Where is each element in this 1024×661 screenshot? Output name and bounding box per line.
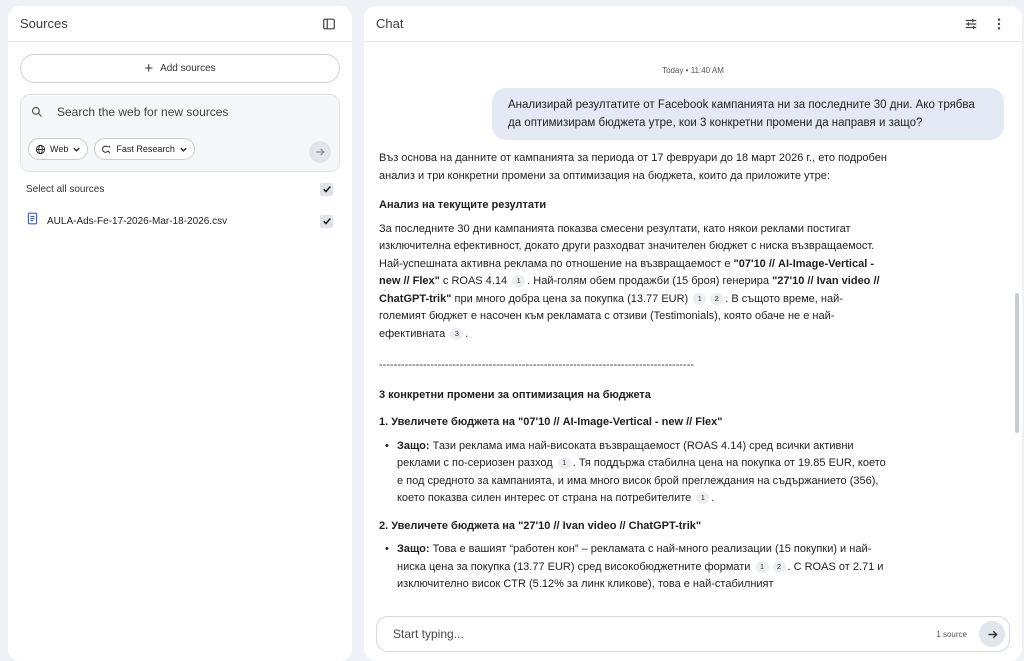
why-label: Защо:	[397, 439, 430, 452]
add-sources-label: Add sources	[160, 63, 216, 74]
plus-icon: +	[144, 60, 154, 77]
chat-scrollbar[interactable]	[1015, 293, 1019, 433]
citation-chip[interactable]: 1	[756, 561, 769, 573]
citation-chip[interactable]: 1	[558, 457, 571, 469]
source-checkbox[interactable]	[320, 215, 333, 228]
change-2-heading: 2. Увеличете бюджета на "27'10 // Ivan video // ChatGPT-trik"	[379, 519, 702, 532]
select-all-row	[26, 181, 333, 197]
answer-intro: Въз основа на данните от кампанията за периода от 17 февруари до 18 март 2026 г., ето подробен анализ и три конкретни промени за оптимизация на бюджета, които да приложите утре:	[379, 152, 887, 182]
analysis-text: при много добра цена за покупка (13.77 EUR)	[451, 292, 692, 305]
research-mode-dropdown[interactable]	[94, 138, 195, 160]
divider: --------------------------------------------------------------------------------------	[379, 359, 695, 371]
document-icon	[26, 212, 39, 230]
assistant-answer	[379, 150, 889, 604]
list-text: . Тя поддържа стабилна цена на покупка от 19.85 EUR, което е под средното за кампанията, и има много висок брой преглеждания на съдържанието (356), което показва силен интерес от страна на потребителите	[397, 457, 886, 504]
analysis-text: За последните 30 дни кампанията показва смесени резултати, като някои реклами постигат изключителна ефективност, докато други разходват значителен бюджет с ниска възвращаемост. Най-успешната активна реклама по отношение на възвращаемост е	[379, 222, 875, 270]
analysis-paragraph	[379, 221, 889, 344]
analysis-text: . В същото време, най-големият бюджет е насочен към рекламата с отзиви (Testimonials), която обаче не е най-ефективната	[379, 292, 843, 340]
chevron-down-icon	[179, 145, 188, 154]
sources-title: Sources	[20, 16, 68, 31]
chevron-down-icon	[72, 145, 81, 154]
check-icon	[322, 216, 332, 226]
change-1-heading: 1. Увеличете бюджета на "07'10 // AI-Image-Vertical - new // Flex"	[379, 416, 723, 428]
chat-input[interactable]	[393, 627, 936, 641]
analysis-text: . Най-голям обем продажби (15 броя) генерира	[527, 275, 773, 287]
select-all-checkbox[interactable]	[320, 183, 333, 196]
search-icon	[31, 106, 43, 118]
web-filter-label: Web	[50, 144, 69, 154]
arrow-right-icon	[314, 146, 326, 158]
ad-name: "07'10 // AI-Image-Vertical - new // Flex"	[379, 257, 875, 287]
why-label: Защо:	[397, 543, 430, 555]
analysis-text: с ROAS 4.14	[439, 275, 511, 287]
message-timestamp: Today • 11:40 AM	[662, 66, 724, 75]
search-input[interactable]	[57, 105, 307, 119]
change-2-list	[379, 541, 889, 594]
arrow-right-icon	[986, 628, 999, 641]
citation-chip[interactable]: 2	[773, 561, 786, 573]
citation-chip[interactable]: 1	[512, 275, 525, 287]
sources-panel	[8, 6, 352, 661]
chat-messages[interactable]	[364, 43, 1022, 609]
citation-chip[interactable]: 1	[693, 293, 706, 305]
user-message: Анализирай резултатите от Facebook кампанията ни за последните 30 дни. Ако трябва да оптимизирам бюджета утре, кои 3 конкретни промени да направя и защо?	[492, 88, 1004, 140]
list-text: Това е вашият “работен кон” – рекламата с най-много реализации (15 покупки) и най-ниска цена за покупка (13.77 EUR) сред високобюджетните формати	[397, 543, 872, 573]
sparkle-search-icon	[101, 144, 112, 155]
citation-chip[interactable]: 3	[450, 328, 463, 340]
chat-panel	[364, 6, 1022, 661]
list-item	[379, 541, 889, 594]
collapse-panel-icon[interactable]	[318, 13, 340, 35]
web-filter-dropdown[interactable]	[28, 138, 88, 160]
chat-composer	[376, 616, 1010, 652]
research-mode-label: Fast Research	[116, 144, 175, 154]
web-search-box	[20, 94, 340, 172]
send-button[interactable]	[979, 621, 1005, 647]
chat-settings-icon[interactable]	[960, 13, 982, 35]
chat-header	[364, 6, 1022, 42]
list-text: . С ROAS от 2.71 и изключително висок CTR (5.12% за линк кликове), това е най-стабилният	[397, 560, 884, 590]
source-count: 1 source	[936, 629, 967, 639]
changes-heading: 3 конкретни промени за оптимизация на бюджета	[379, 388, 651, 401]
chat-title: Chat	[376, 16, 404, 31]
analysis-heading: Анализ на текущите резултати	[379, 199, 547, 211]
source-item[interactable]	[26, 213, 333, 229]
analysis-text: .	[465, 327, 469, 340]
citation-chip[interactable]: 1	[696, 492, 709, 504]
list-text: .	[711, 492, 715, 504]
ad-name: "27'10 // Ivan video // ChatGPT-trik"	[379, 275, 880, 305]
add-sources-button[interactable]	[20, 54, 340, 83]
change-1-list	[379, 438, 889, 508]
submit-search-button[interactable]	[309, 141, 331, 163]
more-options-icon[interactable]	[988, 13, 1010, 35]
source-file-name[interactable]: AULA-Ads-Fe-17-2026-Mar-18-2026.csv	[47, 215, 228, 227]
globe-icon	[35, 144, 46, 155]
citation-chip[interactable]: 2	[710, 293, 723, 305]
select-all-label: Select all sources	[26, 183, 105, 195]
sources-header	[8, 6, 352, 42]
check-icon	[322, 184, 332, 194]
list-text: Тази реклама има най-високата възвращаемост (ROAS 4.14) сред всички активни реклами с по-сериозен разход	[397, 439, 854, 469]
list-item	[379, 438, 889, 508]
